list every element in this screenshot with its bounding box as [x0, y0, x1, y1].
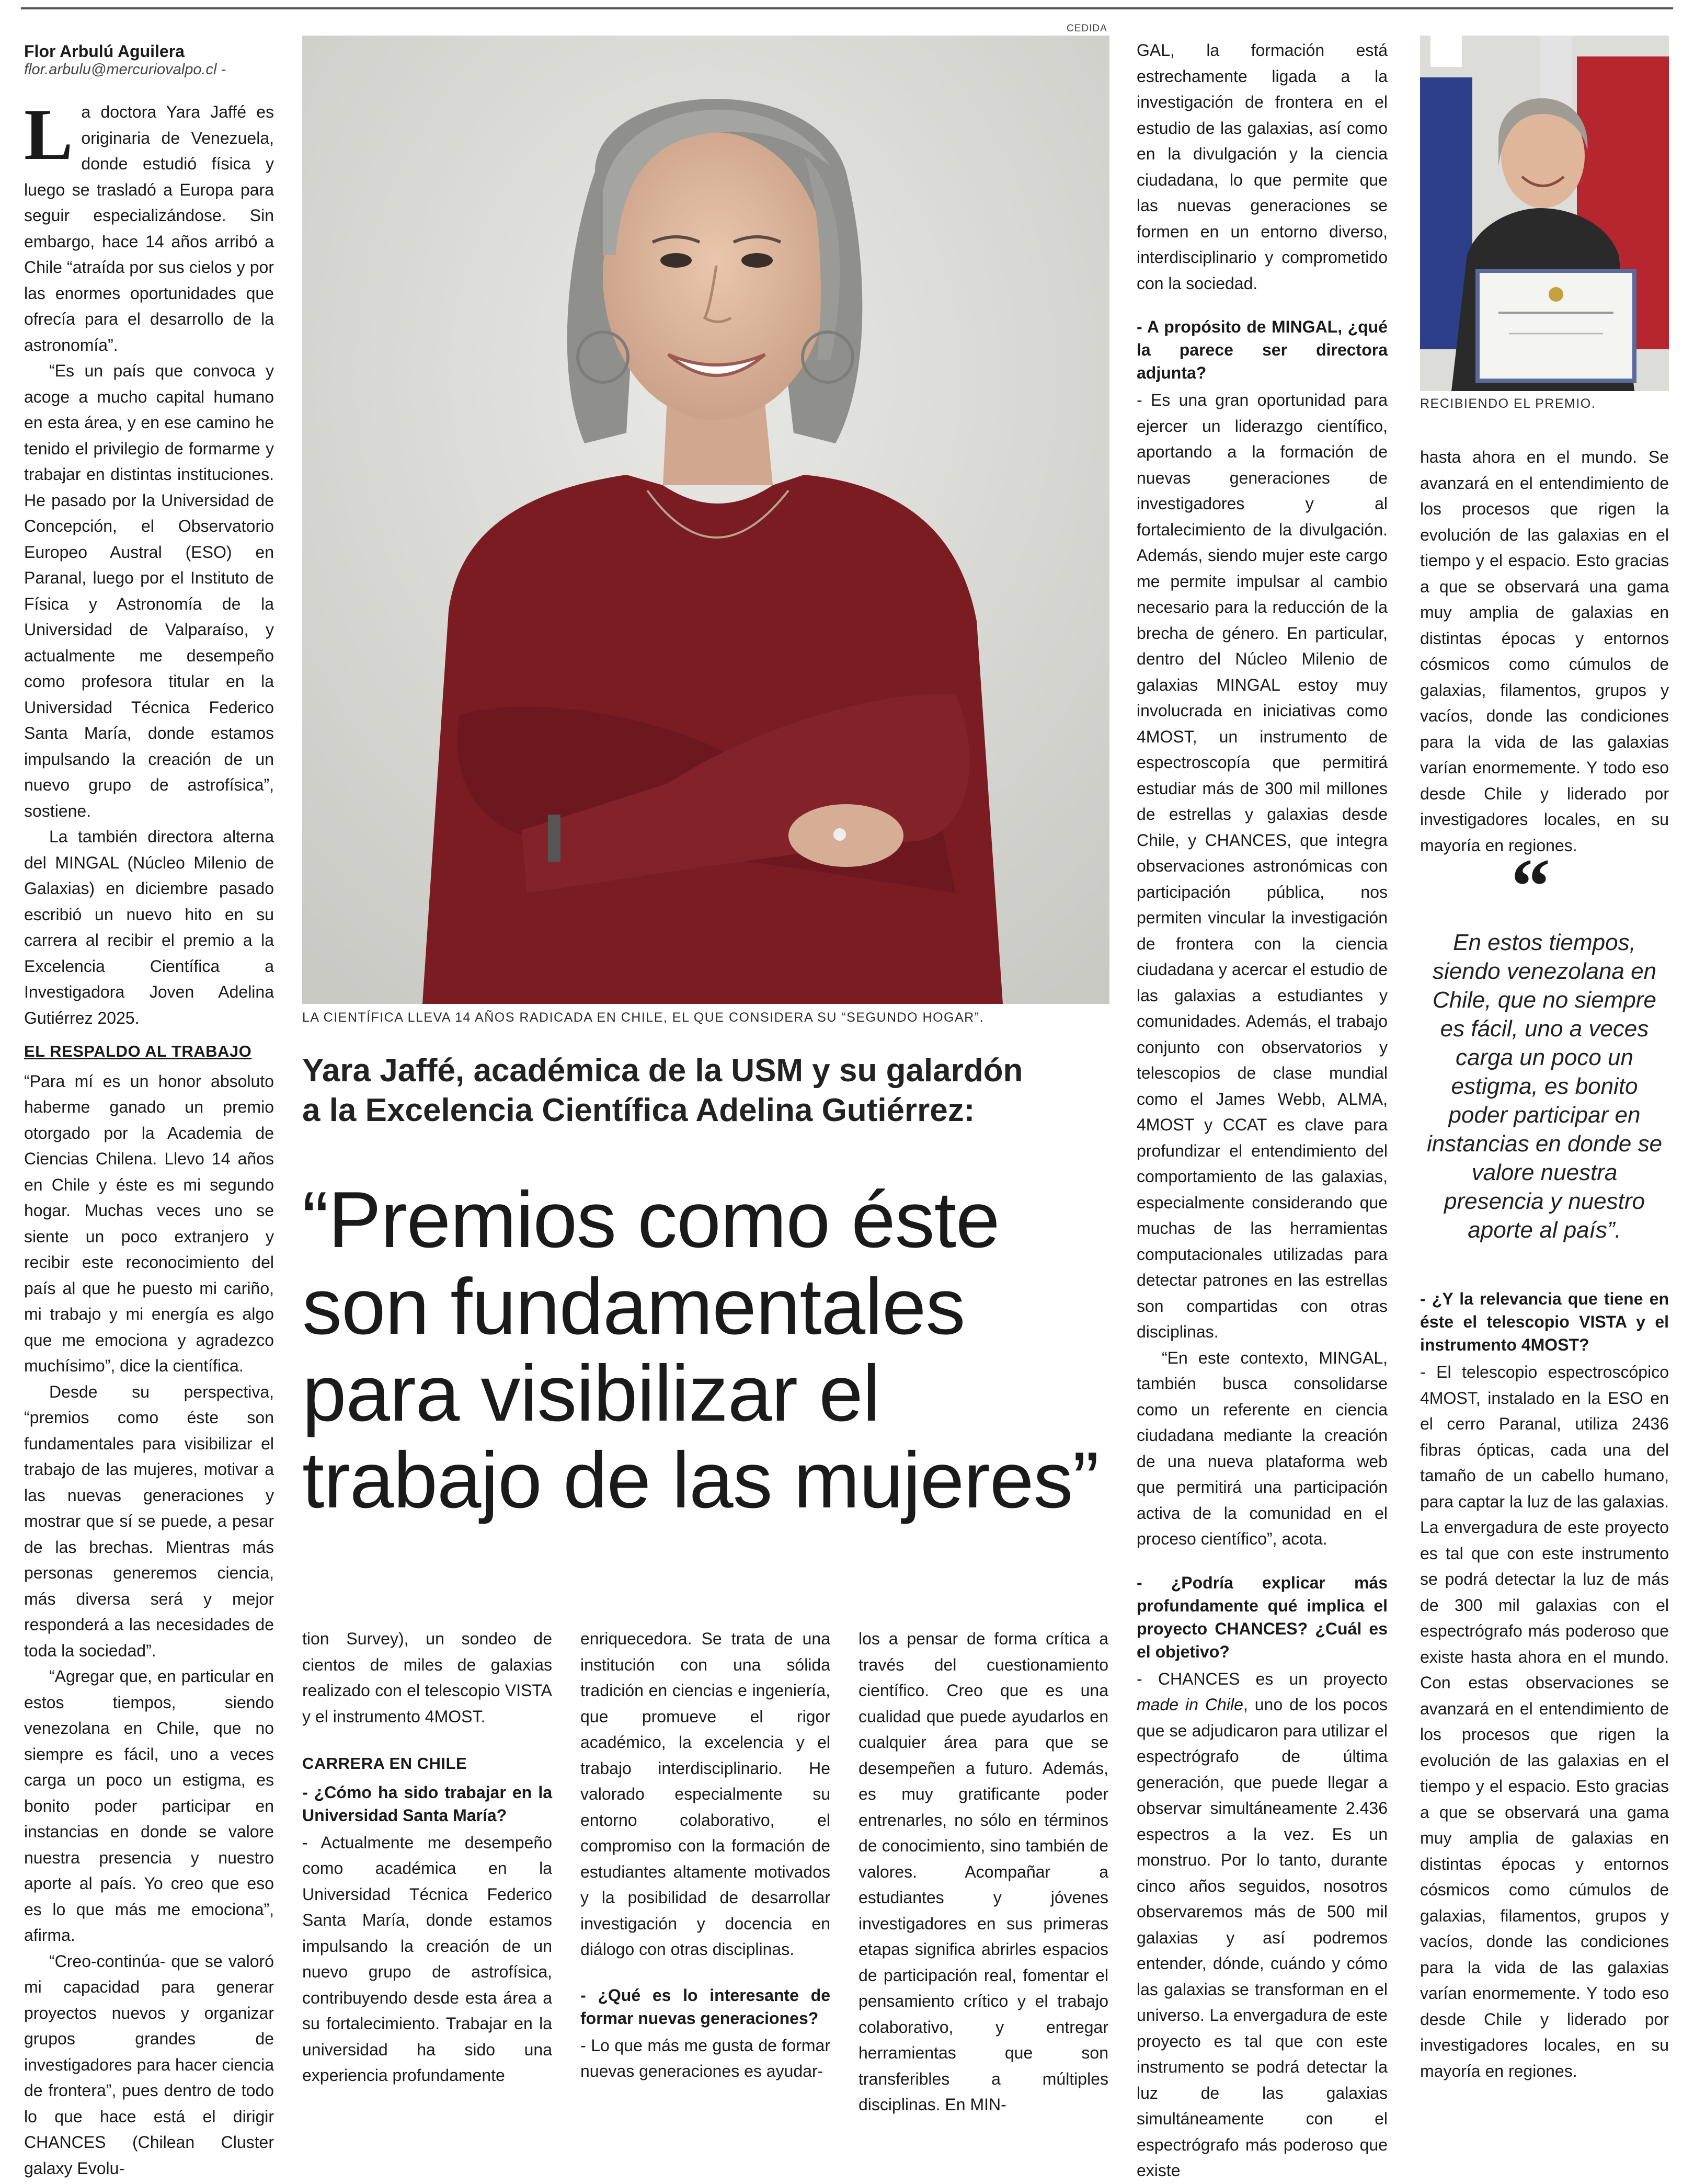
paragraph: “En este contexto, MINGAL, también busca consolidarse como un referente en ciencia ciudadana mediante la creación de una nueva plataforma web que permitirá una participación activa de la comunidad en el proceso científico”, acota.	[1137, 1348, 1388, 1548]
paragraph: “Creo-continúa- que se valoró mi capacidad para generar proyectos nuevos y organizar grupos grandes de investigadores para hacer ciencia de frontera”, pues dentro de todo lo que hace está el dirigir CHANCES (Chilean Cluster galaxy Evolu-	[24, 1951, 274, 2178]
photo-credit: CEDIDA	[1067, 23, 1107, 34]
top-rule	[21, 7, 1673, 9]
paragraph: a doctora Yara Jaffé es originaria de Venezuela, donde estudió física y luego se trasladó a Europa para seguir especializándose. Sin embargo, hace 14 años arribó a Chile “atraída por sus cielos y por las enormes oportunidades que ofrecía para el desarrollo de la astronomía”.	[24, 102, 274, 355]
paragraph: La también directora alterna del MINGAL (Núcleo Milenio de Galaxias) en diciembre pasado escribió un nuevo hito en su carrera al recibir el premio a la Excelencia Científica a Investigadora Joven Adelina Gutiérrez 2025.	[24, 827, 274, 1027]
paragraph: enriquecedora. Se trata de una institución con una sólida tradición en ciencias e ingeniería, que promueve el rigor académico, la excelencia y el trabajo interdisciplinario. He valorado especialmente su entorno colaborativo, el compromiso con la formación de estudiantes altamente motivados y la posibilidad de desarrollar investigación y docencia en diálogo con otras disciplinas.	[580, 1629, 830, 1959]
paragraph: - Actualmente me desempeño como académica en la Universidad Técnica Federico Santa María, donde estamos impulsando la creación de un nuevo grupo de astrofísica, contribuyendo desde esta área a su fortalecimiento. Trabajar en la universidad ha sido una experiencia profundamente	[302, 1833, 552, 2085]
column-4	[859, 1626, 1108, 2114]
headline-line: son fundamentales	[302, 1262, 965, 1351]
column-2	[302, 1626, 552, 2085]
column-5	[1137, 38, 1388, 2180]
column-3	[580, 1626, 830, 2081]
text-span: - CHANCES es un proyecto	[1137, 1669, 1388, 1688]
headline	[302, 1176, 1139, 1524]
article-body-col6-lower	[1420, 1287, 1669, 2084]
article-body-col2	[302, 1626, 552, 2089]
paragraph: hasta ahora en el mundo. Se avanzará en el entendimiento de los procesos que rigen la evolución de las galaxias en el tiempo y el espacio. Esto gracias a que se observará una gama muy amplia de galaxias en distintas épocas y entornos cósmicos como cúmulos de galaxias, filamentos, grupos y vacíos, donde las condiciones para la vida de las galaxias varían enormemente. Y todo eso desde Chile y liderado por investigadores locales, en su mayoría en regiones.	[1420, 448, 1669, 855]
text-span-italic: made in Chile	[1137, 1695, 1243, 1714]
paragraph	[1137, 1666, 1388, 2184]
byline-email: flor.arbulu@mercuriovalpo.cl -	[24, 61, 226, 78]
award-photo-illustration	[1420, 36, 1669, 391]
interview-question: - A propósito de MINGAL, ¿qué la parece ser directora adjunta?	[1137, 317, 1388, 382]
article-body-col3	[580, 1626, 830, 2085]
pull-quote: En estos tiempos, siendo venezolana en Chile, que no siempre es fácil, uno a veces carga un poco un estigma, es bonito poder participar en instancias en donde se valore nuestra presencia y nuestro aporte al país”.	[1426, 930, 1663, 1243]
column-6-lower	[1420, 1287, 1669, 2081]
portrait-illustration	[302, 36, 1109, 1004]
interview-question: - ¿Qué es lo interesante de formar nuevas generaciones?	[580, 1985, 830, 2028]
article-body-col1	[24, 94, 274, 2181]
subheadline	[302, 1051, 1139, 1130]
paragraph: Desde su perspectiva, “premios como éste son fundamentales para visibilizar el trabajo de las mujeres, motivar a las nuevas generaciones y mostrar que sí se puede, a pesar de las brechas. Mientras más personas generemos ciencia, más diversa será y mejor responderá a las necesidades de toda la sociedad”.	[24, 1382, 274, 1660]
award-photo-caption: RECIBIENDO EL PREMIO.	[1420, 396, 1596, 411]
interview-question: - ¿Cómo ha sido trabajar en la Universidad Santa María?	[302, 1782, 552, 1825]
paragraph: - Lo que más me gusta de formar nuevas generaciones es ayudar-	[580, 2036, 830, 2080]
section-heading: EL RESPALDO AL TRABAJO	[24, 1042, 252, 1060]
interview-question: - ¿Y la relevancia que tiene en éste el telescopio VISTA y el instrumento 4MOST?	[1420, 1289, 1669, 1354]
text-span: , uno de los pocos que se adjudicaron para utilizar el espectrógrafo de última generación, que puede llegar a observar simultáneamente 2.436 espectros a la vez. Es un monstruo. Por lo tanto, durante cinco años seguidos, nosotros observaremos más de 500 mil galaxias y así podremos entender, dónde, cuándo y cómo las galaxias se transforman en el universo. La envergadura de este proyecto es tal que con este instrumento se podrá detectar la luz de las galaxias simultáneamente con el espectrógrafo más poderoso que existe	[1137, 1695, 1388, 2180]
main-photo-caption: LA CIENTÍFICA LLEVA 14 AÑOS RADICADA EN CHILE, EL QUE CONSIDERA SU “SEGUNDO HOGAR”.	[302, 1010, 984, 1025]
column-1	[24, 42, 274, 2178]
headline-line: para visibilizar el	[302, 1349, 880, 1438]
paragraph: “Agregar que, en particular en estos tiempos, siendo venezolana en Chile, que no siempre es fácil, uno a veces carga un poco un estigma, es bonito poder participar en instancias en donde se valore nuestra presencia y nuestro aporte al país. Yo creo que eso es lo que más me emociona”, afirma.	[24, 1667, 274, 1945]
main-photo	[302, 36, 1109, 1004]
paragraph: “Es un país que convoca y acoge a mucho capital humano en esta área, y en ese camino he tenido el privilegio de formarme y trabajar en distintas instituciones. He pasado por la Universidad de Concepción, el Observatorio Europeo Austral (ESO) en Paranal, luego por el Instituto de Física y Astronomía de la Universidad de Valparaíso, y actualmente me desempeño como profesora titular en la Universidad Técnica Federico Santa María, donde estamos impulsando la creación de un nuevo grupo de astrofísica”, sostiene.	[24, 361, 274, 820]
paragraph: - El telescopio espectroscópico 4MOST, instalado en la ESO en el cerro Paranal, utiliza 2436 fibras ópticas, cada una del tamaño de un cabello humano, para captar la luz de las galaxias. La envergadura de este proyecto es tal que con este instrumento se podrá detectar la luz de más de 300 mil galaxias con el espectrógrafo más poderoso que existe hasta ahora en el mundo. Con estas observaciones se avanzará en el entendimiento de los procesos que rigen la evolución de las galaxias en el tiempo y el espacio. Esto gracias a que se observará una gama muy amplia de galaxias en distintas épocas y entornos cósmicos como cúmulos de galaxias, filamentos, grupos y vacíos, donde las condiciones para la vida de las galaxias varían enormemente. Y todo eso desde Chile y liderado por investigadores locales, en su mayoría en regiones.	[1420, 1363, 1669, 2080]
section-heading: CARRERA EN CHILE	[302, 1754, 467, 1773]
subheadline-line: Yara Jaffé, académica de la USM y su galardón	[302, 1053, 1023, 1089]
interview-question: - ¿Podría explicar más profundamente qué implica el proyecto CHANCES? ¿Cuál es el objetivo?	[1137, 1573, 1388, 1661]
article-body-col6	[1420, 444, 1669, 859]
paragraph: GAL, la formación está estrechamente ligada a la investigación de frontera en el estudio de las galaxias, así como en la divulgación y la ciencia ciudadana, lo que permite que las nuevas generaciones se formen en un entorno diverso, interdisciplinario y comprometido con la sociedad.	[1137, 41, 1388, 293]
article-body-col5	[1137, 38, 1388, 2184]
byline-author: Flor Arbulú Aguilera	[24, 42, 185, 61]
headline-line: trabajo de las mujeres”	[302, 1436, 1099, 1525]
subheadline-line: a la Excelencia Científica Adelina Gutiérrez:	[302, 1092, 975, 1128]
headline-line: “Premios como éste	[302, 1175, 1000, 1264]
paragraph: tion Survey), un sondeo de cientos de miles de galaxias realizado con el telescopio VISTA y el instrumento 4MOST.	[302, 1629, 552, 1726]
award-photo	[1420, 36, 1669, 391]
paragraph: “Para mí es un honor absoluto haberme ganado un premio otorgado por la Academia de Ciencias Chilena. Llevo 14 años en Chile y éste es mi segundo hogar. Muchas veces uno se siente un poco extranjero y recibir este reconocimiento del país al que he puesto mi cariño, mi trabajo y mi energía es algo que me emociona y agradezco muchísimo”, dice la científica.	[24, 1071, 274, 1375]
quote-mark-icon: “	[1511, 843, 1550, 930]
paragraph: los a pensar de forma crítica a través del cuestionamiento científico. Creo que es una cualidad que puede ayudarlos en cualquier área para que se desempeñen a futuro. Además, es muy gratificante poder entrenarles, no sólo en términos de conocimiento, sino también de valores. Acompañar a estudiantes y jóvenes investigadores en sus primeras etapas significa abrirles espacios de participación real, fomentar el pensamiento crítico y el trabajo colaborativo, y entregar herramientas que son transferibles a múltiples disciplinas. En MIN-	[859, 1629, 1108, 2114]
dropcap: L	[24, 94, 73, 175]
paragraph: - Es una gran oportunidad para ejercer un liderazgo científico, aportando a la formación de nuevas generaciones de investigadores y al fortalecimiento de la divulgación. Además, siendo mujer este cargo me permite impulsar al cambio necesario para la reducción de la brecha de género. En particular, dentro del Núcleo Milenio de galaxias MINGAL estoy muy involucrada en iniciativas como 4MOST, un instrumento de espectroscopía que permitirá estudiar más de 300 mil millones de estrellas y galaxias desde Chile, y CHANCES, que integra observaciones astronómicas con participación pública, nos permiten vincular la investigación de frontera con la ciencia ciudadana y acercar el estudio de las galaxias a estudiantes y comunidades. Además, el trabajo conjunto con observatorios y telescopios de clase mundial como el James Webb, ALMA, 4MOST y CCAT es clave para profundizar el entendimiento del comportamiento de las galaxias, especialmente considerando que muchas de las herramientas computacionales utilizadas para detectar patrones en las estrellas son compartidas con otras disciplinas.	[1137, 391, 1388, 1341]
article-body-col4	[859, 1626, 1108, 2118]
